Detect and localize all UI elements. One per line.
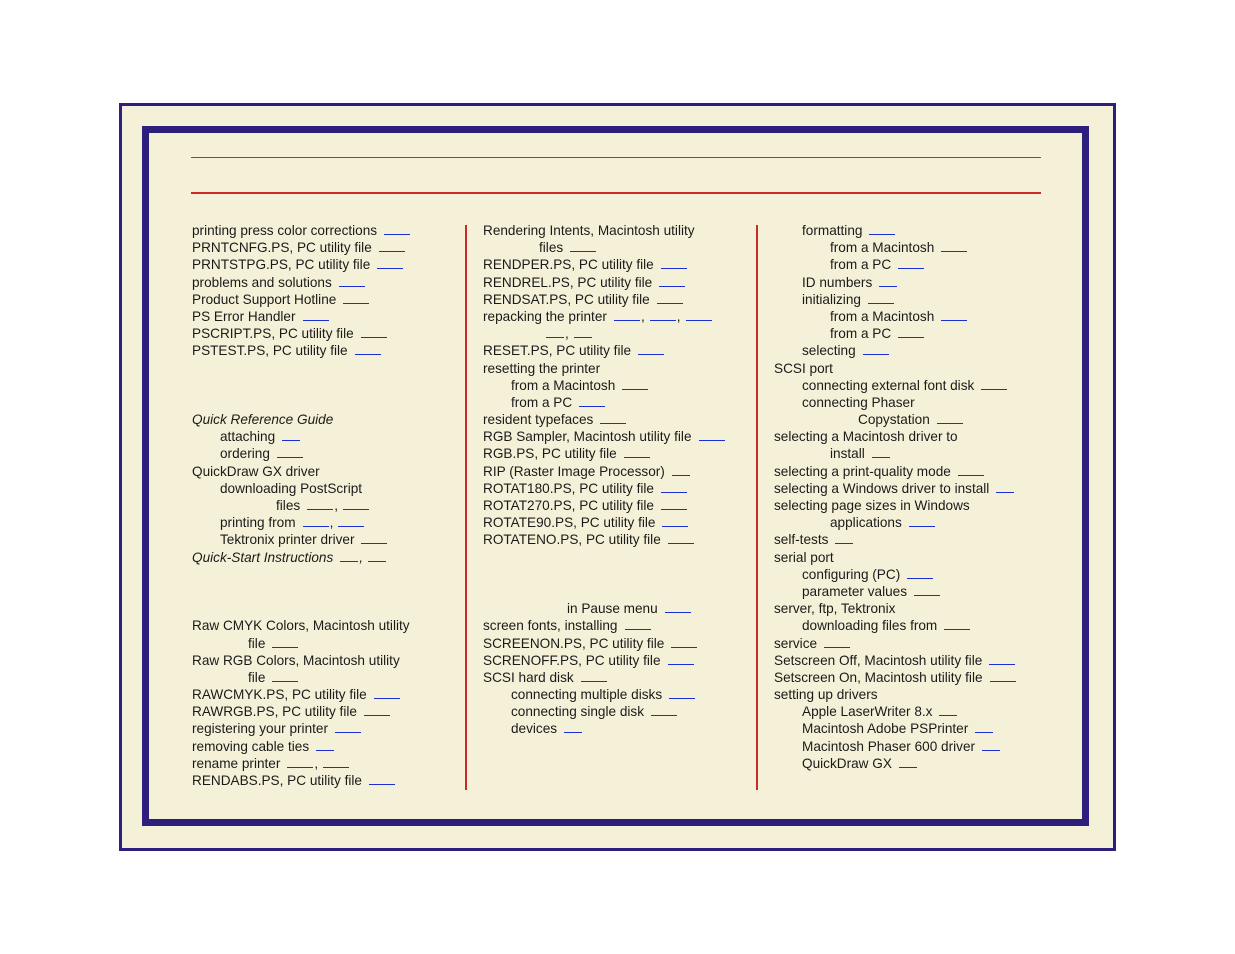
page-reference-link[interactable] xyxy=(872,445,890,458)
index-entry xyxy=(483,222,725,239)
index-entry xyxy=(774,428,1016,445)
index-entry-label: selecting page sizes in Windows xyxy=(774,498,970,513)
page-reference-link[interactable] xyxy=(303,308,329,321)
index-entry xyxy=(192,549,410,566)
page-reference-link[interactable] xyxy=(989,652,1015,665)
index-entry xyxy=(483,531,725,548)
index-entry-label: selecting xyxy=(802,343,856,359)
index-entry xyxy=(483,377,725,394)
index-entry xyxy=(483,617,725,634)
index-spacer xyxy=(483,549,725,566)
index-entry xyxy=(483,360,725,377)
index-entry xyxy=(774,514,1016,531)
index-entry xyxy=(483,720,725,737)
index-entry xyxy=(774,686,1016,703)
index-entry-label: setting up drivers xyxy=(774,687,878,703)
index-entry xyxy=(774,239,1016,256)
index-entry-label: ROTAT180.PS, PC utility file xyxy=(483,480,654,496)
index-entry xyxy=(192,308,410,325)
page-reference-link[interactable] xyxy=(581,669,607,682)
index-entry xyxy=(483,514,725,531)
index-entry xyxy=(483,342,725,359)
index-entry-label: SCREENON.PS, PC utility file xyxy=(483,635,665,651)
index-entry xyxy=(483,480,725,497)
page-reference-link[interactable] xyxy=(686,308,712,321)
index-entry xyxy=(774,360,1016,377)
index-entry-label: applications xyxy=(830,515,902,531)
page-reference-link[interactable] xyxy=(361,531,387,544)
index-entry xyxy=(774,703,1016,720)
page-reference-link[interactable] xyxy=(323,755,349,768)
page-reference-link[interactable] xyxy=(941,308,967,321)
index-entry xyxy=(774,256,1016,273)
page-reference-link[interactable] xyxy=(672,463,690,476)
page-reference-link[interactable] xyxy=(564,720,582,733)
index-entry-label: ordering xyxy=(220,446,270,462)
index-entry xyxy=(483,669,725,686)
index-entry-label: RENDPER.PS, PC utility file xyxy=(483,257,654,273)
page-reference-link[interactable] xyxy=(907,566,933,579)
index-entry xyxy=(483,325,725,342)
index-entry-label: problems and solutions xyxy=(192,274,332,290)
column-divider-2 xyxy=(756,225,758,790)
index-entry xyxy=(192,531,410,548)
index-entry xyxy=(774,583,1016,600)
index-entry xyxy=(774,755,1016,772)
index-entry xyxy=(774,549,1016,566)
index-entry-label: ID numbers xyxy=(802,274,873,290)
index-entry xyxy=(192,720,410,737)
page-reference-link[interactable] xyxy=(650,308,676,321)
index-entry-label: registering your printer xyxy=(192,721,328,737)
index-entry xyxy=(192,652,410,669)
page-reference-link[interactable] xyxy=(939,703,957,716)
index-spacer xyxy=(483,583,725,600)
index-entry-label: server, ftp, Tektronix xyxy=(774,601,896,617)
index-entry xyxy=(192,480,410,497)
page-reference-link[interactable] xyxy=(546,325,564,338)
index-entry xyxy=(774,463,1016,480)
index-entry-label: resetting the printer xyxy=(483,360,601,376)
page-reference-link[interactable] xyxy=(651,703,677,716)
index-entry xyxy=(483,463,725,480)
page-reference-link[interactable] xyxy=(863,342,889,355)
page-reference-link[interactable] xyxy=(282,428,300,441)
page-reference-link[interactable] xyxy=(909,514,935,527)
page-reference-link[interactable] xyxy=(368,549,386,562)
index-entry-label: service xyxy=(774,635,818,651)
index-entry-label: printing press color corrections xyxy=(192,223,378,238)
index-entry-label: selecting a Windows driver to install xyxy=(774,480,990,496)
page-reference-link[interactable] xyxy=(287,755,313,768)
page-reference-link[interactable] xyxy=(340,549,358,562)
index-entry xyxy=(774,566,1016,583)
index-entry-label: Raw CMYK Colors, Macintosh utility xyxy=(192,618,410,634)
index-entry xyxy=(774,600,1016,617)
index-entry xyxy=(483,394,725,411)
index-entry xyxy=(774,669,1016,686)
header-rule-thick xyxy=(191,192,1041,194)
page-reference-link[interactable] xyxy=(570,239,596,252)
index-entry xyxy=(192,772,410,789)
page-reference-link[interactable] xyxy=(377,256,403,269)
page-reference-link[interactable] xyxy=(898,256,924,269)
page-reference-link[interactable] xyxy=(835,531,853,544)
index-entry-label: in Pause menu xyxy=(567,601,658,617)
index-entry xyxy=(483,308,725,325)
page-reference-link[interactable] xyxy=(579,394,605,407)
page-reference-link[interactable] xyxy=(657,291,683,304)
page-reference-link[interactable] xyxy=(369,772,395,785)
index-entry xyxy=(483,635,725,652)
page-reference-link[interactable] xyxy=(665,600,691,613)
index-entry-label: RIP (Raster Image Processor) xyxy=(483,463,665,479)
index-entry-label: Macintosh Adobe PSPrinter xyxy=(802,721,969,737)
page-reference-link[interactable] xyxy=(614,308,640,321)
index-entry xyxy=(192,342,410,359)
index-entry-label: SCRENOFF.PS, PC utility file xyxy=(483,652,661,668)
index-entry xyxy=(774,635,1016,652)
index-entry xyxy=(192,428,410,445)
index-entry xyxy=(774,531,1016,548)
index-entry xyxy=(483,600,725,617)
index-entry-label: ROTATENO.PS, PC utility file xyxy=(483,532,661,548)
index-entry xyxy=(774,394,1016,411)
index-entry-label: ROTAT270.PS, PC utility file xyxy=(483,498,654,513)
index-entry-label: connecting Phaser xyxy=(802,394,915,410)
page-reference-link[interactable] xyxy=(958,463,984,476)
index-entry xyxy=(192,635,410,652)
index-entry-label: selecting a print-quality mode xyxy=(774,463,951,479)
index-entry-label: resident typefaces xyxy=(483,412,594,428)
page-reference-link[interactable] xyxy=(879,274,897,287)
index-entry-label: install xyxy=(830,446,865,462)
index-entry-label: QuickDraw GX driver xyxy=(192,463,320,479)
page-ref-separator: , xyxy=(676,308,681,324)
index-entry xyxy=(192,497,410,514)
index-entry xyxy=(483,686,725,703)
page-reference-link[interactable] xyxy=(661,497,687,510)
page-reference-link[interactable] xyxy=(316,738,334,751)
index-entry-label: removing cable ties xyxy=(192,738,310,754)
index-entry-label: formatting xyxy=(802,223,863,238)
index-entry xyxy=(192,686,410,703)
index-entry-label: RGB.PS, PC utility file xyxy=(483,446,617,462)
page-ref-separator: , xyxy=(640,308,645,324)
index-entry-label: RAWCMYK.PS, PC utility file xyxy=(192,687,367,703)
index-entry-label: files xyxy=(276,498,301,513)
page-reference-link[interactable] xyxy=(343,497,369,510)
index-entry-label: Raw RGB Colors, Macintosh utility xyxy=(192,652,400,668)
page-reference-link[interactable] xyxy=(996,480,1014,493)
index-entry xyxy=(192,703,410,720)
page-reference-link[interactable] xyxy=(335,720,361,733)
index-entry xyxy=(483,703,725,720)
index-entry xyxy=(774,377,1016,394)
index-entry-label: from a Macintosh xyxy=(830,240,935,256)
index-entry xyxy=(483,239,725,256)
index-entry-label: QuickDraw GX xyxy=(802,755,892,771)
index-entry-label: SCSI port xyxy=(774,360,833,376)
page-reference-link[interactable] xyxy=(661,480,687,493)
index-entry xyxy=(192,738,410,755)
index-entry xyxy=(774,497,1016,514)
index-entry-label: Quick-Start Instructions xyxy=(192,549,334,565)
index-entry xyxy=(192,514,410,531)
index-entry-label: configuring (PC) xyxy=(802,566,901,582)
page-ref-separator: , xyxy=(334,498,338,513)
index-entry xyxy=(774,445,1016,462)
index-entry xyxy=(483,445,725,462)
page-reference-link[interactable] xyxy=(355,342,381,355)
index-entry-label: connecting external font disk xyxy=(802,377,975,393)
column-divider-1 xyxy=(465,225,467,790)
page-reference-link[interactable] xyxy=(869,222,895,235)
index-entry xyxy=(774,291,1016,308)
page-reference-link[interactable] xyxy=(277,445,303,458)
index-entry-label: initializing xyxy=(802,291,861,307)
index-entry-label: RENDREL.PS, PC utility file xyxy=(483,274,653,290)
page-reference-link[interactable] xyxy=(338,514,364,527)
index-entry-label: PRNTCNFG.PS, PC utility file xyxy=(192,240,372,256)
page-reference-link[interactable] xyxy=(361,325,387,338)
page-reference-link[interactable] xyxy=(937,411,963,424)
index-entry xyxy=(774,342,1016,359)
index-entry xyxy=(774,617,1016,634)
index-spacer xyxy=(192,600,410,617)
page-ref-separator: , xyxy=(359,549,364,565)
index-spacer xyxy=(192,394,410,411)
index-entry-label: file xyxy=(248,635,266,651)
index-entry-label: Setscreen Off, Macintosh utility file xyxy=(774,652,983,668)
index-entry xyxy=(483,256,725,273)
index-entry xyxy=(774,308,1016,325)
index-entry-label: files xyxy=(539,240,564,256)
index-entry xyxy=(192,669,410,686)
page-reference-link[interactable] xyxy=(303,514,329,527)
index-entry-label: Quick Reference Guide xyxy=(192,412,334,428)
index-entry-label: downloading files from xyxy=(802,618,938,634)
index-entry-label: RESET.PS, PC utility file xyxy=(483,343,632,359)
page-reference-link[interactable] xyxy=(379,239,405,252)
page-reference-link[interactable] xyxy=(981,377,1007,390)
index-entry xyxy=(774,222,1016,239)
index-entry xyxy=(192,291,410,308)
page-ref-separator: , xyxy=(329,515,334,531)
page-reference-link[interactable] xyxy=(668,531,694,544)
index-entry xyxy=(192,325,410,342)
index-entry-label: devices xyxy=(511,721,558,737)
index-entry xyxy=(192,411,410,428)
page-reference-link[interactable] xyxy=(574,325,592,338)
index-entry-label: PSCRIPT.PS, PC utility file xyxy=(192,326,354,342)
page-reference-link[interactable] xyxy=(622,377,648,390)
index-entry xyxy=(774,325,1016,342)
page-reference-link[interactable] xyxy=(374,686,400,699)
index-spacer xyxy=(192,583,410,600)
index-entry-label: rename printer xyxy=(192,755,281,771)
index-entry-label: Tektronix printer driver xyxy=(220,532,355,548)
page-reference-link[interactable] xyxy=(669,686,695,699)
page-reference-link[interactable] xyxy=(364,703,390,716)
index-entry-label: Macintosh Phaser 600 driver xyxy=(802,738,976,754)
index-spacer xyxy=(483,566,725,583)
index-entry-label: RAWRGB.PS, PC utility file xyxy=(192,704,357,720)
index-entry-label: printing from xyxy=(220,515,296,531)
index-entry-label: file xyxy=(248,669,266,685)
index-entry-label: parameter values xyxy=(802,583,908,599)
page-reference-link[interactable] xyxy=(662,514,688,527)
index-entry-label: from a Macintosh xyxy=(830,308,935,324)
page-reference-link[interactable] xyxy=(600,411,626,424)
index-entry-label: screen fonts, installing xyxy=(483,618,618,634)
index-entry-label: from a PC xyxy=(830,257,892,273)
page-reference-link[interactable] xyxy=(941,239,967,252)
page-reference-link[interactable] xyxy=(625,617,651,630)
index-entry xyxy=(774,720,1016,737)
index-entry-label: Product Support Hotline xyxy=(192,291,337,307)
index-entry-label: Rendering Intents, Macintosh utility xyxy=(483,223,695,238)
index-entry xyxy=(483,497,725,514)
page-reference-link[interactable] xyxy=(624,445,650,458)
index-entry xyxy=(774,480,1016,497)
index-column-3 xyxy=(774,222,1016,772)
index-entry-label: Copystation xyxy=(858,412,930,428)
index-entry-label: SCSI hard disk xyxy=(483,669,574,685)
index-spacer xyxy=(192,360,410,377)
index-entry-label: Apple LaserWriter 8.x xyxy=(802,704,933,720)
page-ref-separator: , xyxy=(314,755,319,771)
page-reference-link[interactable] xyxy=(638,342,664,355)
index-entry xyxy=(192,222,410,239)
index-entry xyxy=(483,652,725,669)
index-entry xyxy=(483,274,725,291)
index-entry xyxy=(483,291,725,308)
index-entry-label: RENDSAT.PS, PC utility file xyxy=(483,291,650,307)
page-reference-link[interactable] xyxy=(699,428,725,441)
page-reference-link[interactable] xyxy=(898,325,924,338)
page-reference-link[interactable] xyxy=(668,652,694,665)
index-entry-label: connecting single disk xyxy=(511,704,644,720)
index-entry xyxy=(192,755,410,772)
page-reference-link[interactable] xyxy=(272,635,298,648)
page-reference-link[interactable] xyxy=(914,583,940,596)
page-reference-link[interactable] xyxy=(343,291,369,304)
index-entry-label: PS Error Handler xyxy=(192,308,296,324)
index-entry xyxy=(192,256,410,273)
index-entry xyxy=(192,445,410,462)
index-entry xyxy=(483,428,725,445)
index-entry-label: self-tests xyxy=(774,532,829,548)
page-reference-link[interactable] xyxy=(384,222,410,235)
index-entry-label: repacking the printer xyxy=(483,308,607,324)
index-entry xyxy=(774,652,1016,669)
index-entry-label: PRNTSTPG.PS, PC utility file xyxy=(192,257,371,273)
index-entry-label: RGB Sampler, Macintosh utility file xyxy=(483,429,692,445)
index-column-1 xyxy=(192,222,410,789)
index-spacer xyxy=(192,377,410,394)
index-entry-label: downloading PostScript xyxy=(220,480,363,496)
index-entry xyxy=(192,617,410,634)
index-entry xyxy=(774,274,1016,291)
index-entry xyxy=(483,411,725,428)
index-entry-label: connecting multiple disks xyxy=(511,687,663,703)
index-column-2 xyxy=(483,222,725,738)
page-reference-link[interactable] xyxy=(944,617,970,630)
page-reference-link[interactable] xyxy=(671,635,697,648)
header-rule-thin xyxy=(191,157,1041,158)
index-entry-label: from a PC xyxy=(830,326,892,342)
index-entry-label: from a Macintosh xyxy=(511,377,616,393)
index-entry-label: PSTEST.PS, PC utility file xyxy=(192,343,348,359)
page-reference-link[interactable] xyxy=(659,274,685,287)
index-entry-label: selecting a Macintosh driver to xyxy=(774,429,958,445)
page-reference-link[interactable] xyxy=(868,291,894,304)
index-entry xyxy=(774,738,1016,755)
index-entry-label: serial port xyxy=(774,549,834,565)
page-reference-link[interactable] xyxy=(824,635,850,648)
page-reference-link[interactable] xyxy=(982,738,1000,751)
page-reference-link[interactable] xyxy=(272,669,298,682)
index-entry-label: from a PC xyxy=(511,394,573,410)
index-entry-label: RENDABS.PS, PC utility file xyxy=(192,773,362,788)
page-reference-link[interactable] xyxy=(661,256,687,269)
page-reference-link[interactable] xyxy=(339,274,365,287)
page-reference-link[interactable] xyxy=(990,669,1016,682)
index-entry xyxy=(192,463,410,480)
page-reference-link[interactable] xyxy=(307,497,333,510)
index-entry-label: attaching xyxy=(220,429,276,445)
page-reference-link[interactable] xyxy=(975,720,993,733)
index-entry-label: ROTATE90.PS, PC utility file xyxy=(483,515,656,531)
index-entry-label: Setscreen On, Macintosh utility file xyxy=(774,669,983,685)
index-entry xyxy=(192,274,410,291)
index-entry xyxy=(774,411,1016,428)
page-ref-separator: , xyxy=(565,326,569,342)
index-entry xyxy=(192,239,410,256)
index-spacer xyxy=(192,566,410,583)
page-reference-link[interactable] xyxy=(899,755,917,768)
